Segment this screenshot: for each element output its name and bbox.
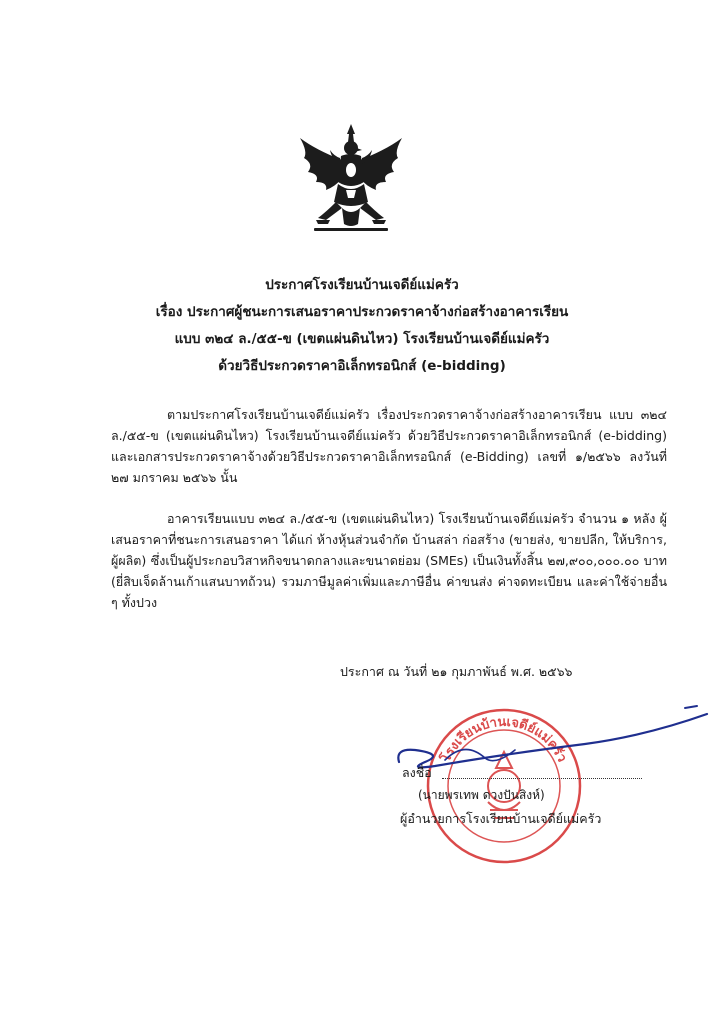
body-paragraph-2 bbox=[111, 508, 667, 613]
announcement-date: ประกาศ ณ วันที่ ๒๑ กุมภาพันธ์ พ.ศ. ๒๕๖๖ bbox=[340, 664, 573, 679]
paragraph-1-text: ตามประกาศโรงเรียนบ้านเจดีย์แม่ครัว เรื่องประกวดราคาจ้างก่อสร้างอาคารเรียน แบบ ๓๒๔ ล./๕๕-ข (เขตแผ่นดินไหว) โรงเรียนบ้านเจดีย์แม่ครัว ด้วยวิธีประกวดราคาอิเล็กทรอนิกส์ (e-bidding) และเอกสารประกวดราคาจ้างด้วยวิธีประกวดราคาอิเล็กทรอนิกส์ (e-Bidding) เลขที่ ๑/๒๕๖๖ ลงวันที่ ๒๗ มกราคม ๒๕๖๖ นั้น bbox=[111, 407, 667, 485]
signature-line bbox=[442, 778, 642, 779]
announcement-subject-line3: ด้วยวิธีประกวดราคาอิเล็กทรอนิกส์ (e-bidding) bbox=[218, 358, 506, 374]
announcement-title: ประกาศโรงเรียนบ้านเจดีย์แม่ครัว bbox=[265, 277, 459, 293]
signature-block bbox=[380, 700, 700, 880]
garuda-emblem-icon bbox=[296, 120, 406, 240]
body-paragraph-1 bbox=[111, 404, 667, 488]
paragraph-2-text: อาคารเรียนแบบ ๓๒๔ ล./๕๕-ข (เขตแผ่นดินไหว) โรงเรียนบ้านเจดีย์แม่ครัว จำนวน ๑ หลัง ผู้เสนอราคาที่ชนะการเสนอราคา ได้แก่ ห้างหุ้นส่วนจำกัด บ้านสล่า ก่อสร้าง (ขายส่ง, ขายปลีก, ให้บริการ, ผู้ผลิต) ซึ่งเป็นผู้ประกอบวิสาหกิจขนาดกลางและขนาดย่อม (SMEs) เป็นเงินทั้งสิ้น ๒๗,๙๐๐,๐๐๐.๐๐ บาท (ยี่สิบเจ็ดล้านเก้าแสนบาทถ้วน) รวมภาษีมูลค่าเพิ่มและภาษีอื่น ค่าขนส่ง ค่าจดทะเบียน และค่าใช้จ่ายอื่น ๆ ทั้งปวง bbox=[111, 511, 667, 610]
signer-name: (นายพรเทพ ดวงปันสิงห์) bbox=[418, 788, 545, 802]
announcement-subject-line2: แบบ ๓๒๔ ล./๕๕-ข (เขตแผ่นดินไหว) โรงเรียนบ้านเจดีย์แม่ครัว bbox=[174, 331, 550, 347]
announcement-subject: เรื่อง ประกาศผู้ชนะการเสนอราคาประกวดราคาจ้างก่อสร้างอาคารเรียน bbox=[155, 304, 569, 320]
sign-label: ลงชื่อ bbox=[402, 765, 432, 780]
signer-position: ผู้อำนวยการโรงเรียนบ้านเจดีย์แม่ครัว bbox=[400, 811, 602, 826]
svg-text:โรงเรียนบ้านเจดีย์แม่ครัว: โรงเรียนบ้านเจดีย์แม่ครัว bbox=[438, 714, 570, 765]
